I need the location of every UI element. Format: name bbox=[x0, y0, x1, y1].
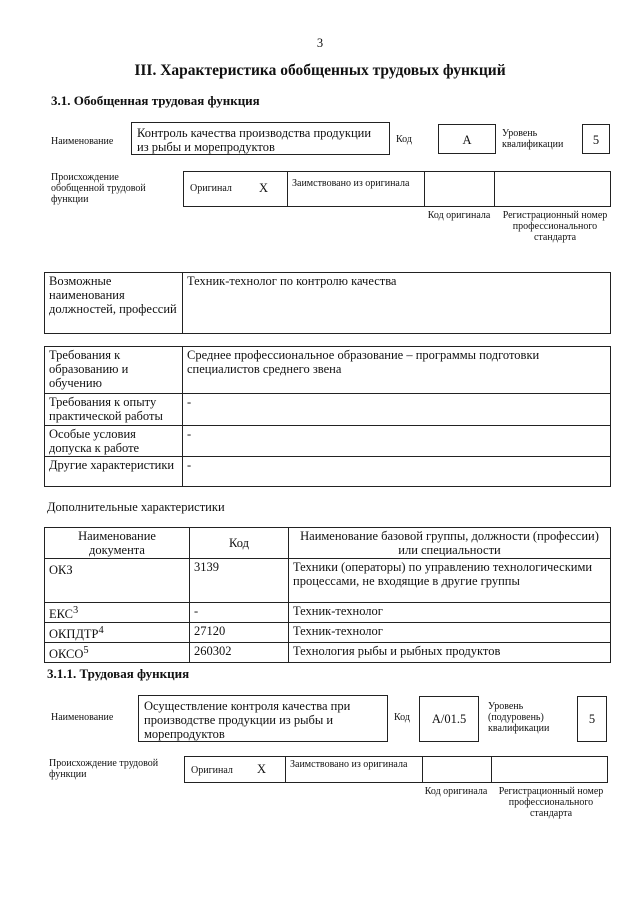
gtf-level-label: Уровень квалификации bbox=[502, 128, 564, 150]
tf-heading: 3.1.1. Трудовая функция bbox=[47, 666, 190, 681]
page-number: 3 bbox=[316, 36, 324, 50]
positions-table bbox=[44, 272, 611, 334]
code-cell: 260302 bbox=[190, 643, 289, 663]
additional-table bbox=[44, 527, 611, 663]
tf-name-value: Осуществление контроля качества при производстве продукции из рыбы и морепродуктов bbox=[138, 695, 388, 742]
doc-cell: ОКПДТР$^4$ bbox=[45, 623, 190, 643]
code-cell: - bbox=[190, 603, 289, 623]
req-conditions-label: Особые условия допуска к работе bbox=[45, 426, 183, 457]
tf-level-label: Уровень (подуровень) квалификации bbox=[488, 701, 550, 734]
gtf-origin-row bbox=[183, 171, 611, 207]
gtf-name-label: Наименование bbox=[51, 136, 114, 147]
gtf-code-original-label: Код оригинала bbox=[427, 210, 491, 221]
doc-cell: ЕКС$^3$ bbox=[45, 603, 190, 623]
code-cell: 27120 bbox=[190, 623, 289, 643]
name-cell: Техник-технолог bbox=[289, 623, 611, 643]
tf-code-label: Код bbox=[394, 712, 410, 723]
tf-code-original-label: Код оригинала bbox=[424, 786, 488, 797]
tf-level-value: 5 bbox=[577, 696, 607, 742]
name-cell: Техники (операторы) по управлению технологическими процессами, не входящие в другие группы bbox=[289, 559, 611, 603]
req-experience-value: - bbox=[183, 394, 611, 426]
table-row bbox=[45, 623, 611, 643]
gtf-original-mark: Х bbox=[259, 181, 269, 195]
gtf-original-label: Оригинал bbox=[190, 183, 232, 194]
doc-cell: ОКЗ bbox=[45, 559, 190, 603]
name-cell: Технология рыбы и рыбных продуктов bbox=[289, 643, 611, 663]
additional-header-name: Наименование базовой группы, должности (профессии) или специальности bbox=[289, 528, 611, 559]
gtf-borrowed-label: Заимствовано из оригинала bbox=[292, 178, 410, 189]
additional-heading: Дополнительные характеристики bbox=[47, 500, 225, 514]
table-row bbox=[45, 559, 611, 603]
tf-name-label: Наименование bbox=[51, 712, 114, 723]
req-education-value: Среднее профессиональное образование – программы подготовки специалистов среднего звена bbox=[183, 347, 611, 394]
tf-origin-label: Происхождение трудовой функции bbox=[49, 758, 159, 780]
req-other-label: Другие характеристики bbox=[45, 457, 183, 487]
requirements-table bbox=[44, 346, 611, 487]
tf-reg-number-label: Регистрационный номер профессионального стандарта bbox=[498, 786, 604, 819]
tf-borrowed-label: Заимствовано из оригинала bbox=[290, 759, 408, 770]
section-title: III. Характеристика обобщенных трудовых функций bbox=[134, 62, 506, 79]
tf-original-label: Оригинал bbox=[191, 765, 233, 776]
req-education-label: Требования к образованию и обучению bbox=[45, 347, 183, 394]
gtf-heading: 3.1. Обобщенная трудовая функция bbox=[51, 93, 260, 108]
table-row bbox=[45, 603, 611, 623]
doc-cell: ОКСО$^5$ bbox=[45, 643, 190, 663]
gtf-code-label: Код bbox=[396, 134, 412, 145]
gtf-origin-label: Происхождение обобщенной трудовой функции bbox=[51, 172, 146, 205]
gtf-name-value: Контроль качества производства продукции из рыбы и морепродуктов bbox=[131, 122, 390, 155]
req-other-value: - bbox=[183, 457, 611, 487]
code-cell: 3139 bbox=[190, 559, 289, 603]
tf-origin-row bbox=[184, 756, 608, 783]
gtf-code-value: А bbox=[438, 124, 496, 154]
positions-label: Возможные наименования должностей, профессий bbox=[45, 273, 183, 334]
name-cell: Техник-технолог bbox=[289, 603, 611, 623]
tf-code-value: А/01.5 bbox=[419, 696, 479, 742]
additional-header-code: Код bbox=[190, 528, 289, 559]
gtf-level-value: 5 bbox=[582, 124, 610, 154]
req-experience-label: Требования к опыту практической работы bbox=[45, 394, 183, 426]
req-conditions-value: - bbox=[183, 426, 611, 457]
table-row bbox=[45, 643, 611, 663]
tf-original-mark: Х bbox=[257, 762, 267, 776]
positions-value: Техник-технолог по контролю качества bbox=[183, 273, 611, 334]
additional-header-doc: Наименование документа bbox=[45, 528, 190, 559]
gtf-reg-number-label: Регистрационный номер профессионального стандарта bbox=[502, 210, 608, 243]
